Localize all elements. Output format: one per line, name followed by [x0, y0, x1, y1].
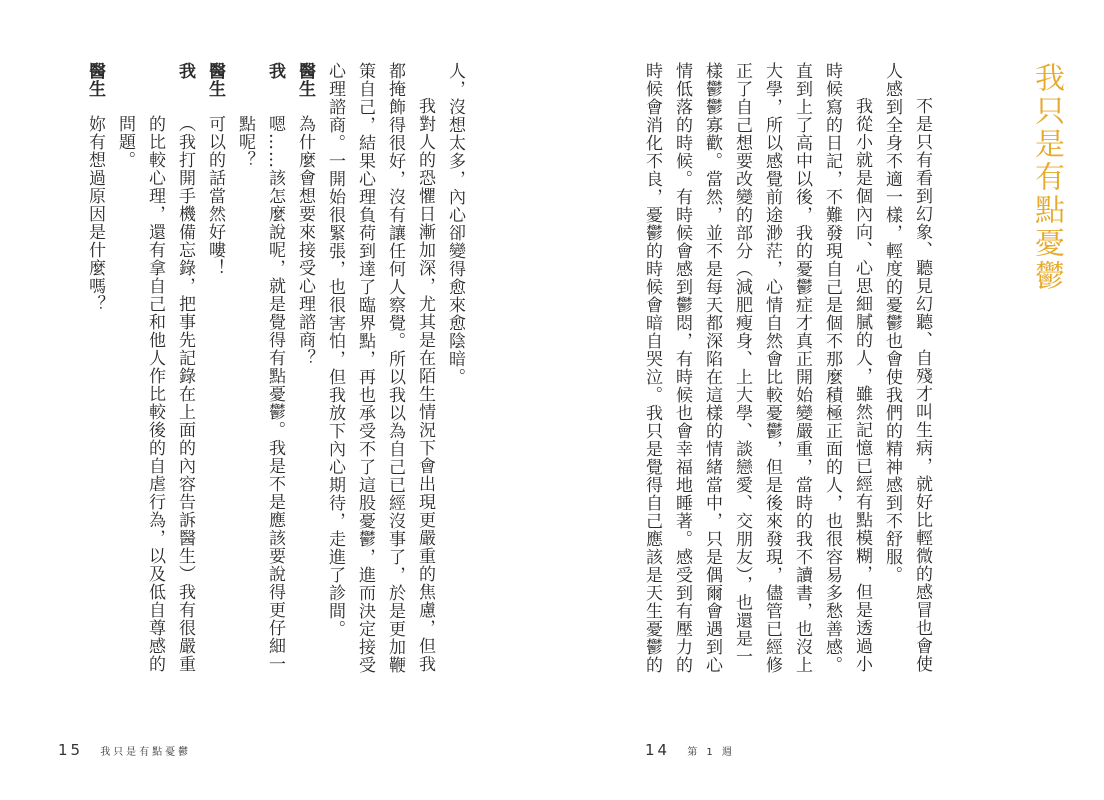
speaker-label: 我 — [175, 62, 195, 80]
dialogue-line: 的比較心理，還有拿自己和他人作比較後的自虐行為，以及低自尊感的 — [145, 115, 165, 673]
chapter-title: 我只是有點憂鬱 — [1029, 62, 1064, 293]
dialogue-line: 問題。 — [115, 115, 135, 169]
text-line: 策自己，結果心理負荷到達了臨界點，再也承受不了這股憂鬱，進而決定接受 — [355, 62, 375, 674]
text-line: 樣鬱鬱寡歡。當然，並不是每天都深陷在這樣的情緒當中，只是偶爾會遇到心 — [702, 62, 722, 674]
dialogue-line: 點呢？ — [235, 115, 255, 169]
text-line: 我對人的恐懼日漸加深，尤其是在陌生情況下會出現更嚴重的焦慮，但我 — [415, 97, 435, 673]
text-line: 直到上了高中以後，我的憂鬱症才真正開始變嚴重，當時的我不讀書，也沒上 — [792, 62, 812, 674]
text-line: 心理諮商。一開始很緊張，也很害怕，但我放下內心期待，走進了診間。 — [325, 62, 345, 638]
page-number: 15 — [58, 741, 84, 759]
speaker-label: 醫生 — [205, 62, 225, 98]
dialogue-line — [290, 62, 320, 702]
left-page-body — [80, 62, 470, 702]
text-line: 都掩飾得很好，沒有讓任何人察覺。所以我以為自己已經沒事了，於是更加鞭 — [385, 62, 405, 674]
text-line: 時候會消化不良，憂鬱的時候會暗自哭泣。我只是覺得自己應該是天生憂鬱的 — [642, 62, 662, 674]
running-head: 第 1 週 — [687, 747, 735, 758]
dialogue-text: （我打開手機備忘錄，把事先記錄在上面的內容告訴醫生）我有很嚴重 — [175, 115, 195, 673]
text-line: 我從小就是個內向、心思細膩的人，雖然記憶已經有點模糊，但是透過小 — [852, 97, 872, 673]
text-line: 人感到全身不適一樣，輕度的憂鬱也會使我們的精神感到不舒服。 — [882, 62, 902, 584]
text-line: 情低落的時候。有時候會感到鬱悶，有時候也會幸福地睡著。感受到有壓力的 — [672, 62, 692, 674]
dialogue-line — [260, 62, 290, 702]
text-line: 不是只有看到幻象、聽見幻聽、自殘才叫生病，就好比輕微的感冒也會使 — [912, 97, 932, 673]
text-line: 人，沒想太多，內心卻變得愈來愈陰暗。 — [445, 62, 465, 386]
speaker-label: 我 — [265, 62, 285, 80]
running-head: 我只是有點憂鬱 — [100, 747, 192, 758]
speaker-label: 醫生 — [295, 62, 315, 98]
right-page-body — [637, 62, 937, 702]
dialogue-text: 可以的話當然好嘍！ — [205, 115, 225, 277]
dialogue-line — [200, 62, 230, 702]
speaker-label: 醫生 — [85, 62, 105, 98]
dialogue-line — [80, 62, 110, 702]
dialogue-text: 嗯……該怎麼說呢，就是覺得有點憂鬱。我是不是應該要說得更仔細一 — [265, 115, 285, 673]
dialogue-line — [170, 62, 200, 702]
text-line: 時候寫的日記，不難發現自己是個不那麼積極正面的人，也很容易多愁善感。 — [822, 62, 842, 674]
right-page-footer — [645, 740, 735, 759]
text-line: 正了自己想要改變的部分（減肥瘦身、上大學、談戀愛、交朋友），也還是一 — [732, 62, 752, 666]
page-number: 14 — [645, 741, 671, 759]
text-line: 大學，所以感覺前途渺茫，心情自然會比較憂鬱，但是後來發現，儘管已經修 — [762, 62, 782, 674]
dialogue-text: 為什麼會想要來接受心理諮商？ — [295, 115, 315, 367]
dialogue-text: 妳有想過原因是什麼嗎？ — [85, 115, 105, 313]
left-page-footer — [58, 740, 191, 759]
